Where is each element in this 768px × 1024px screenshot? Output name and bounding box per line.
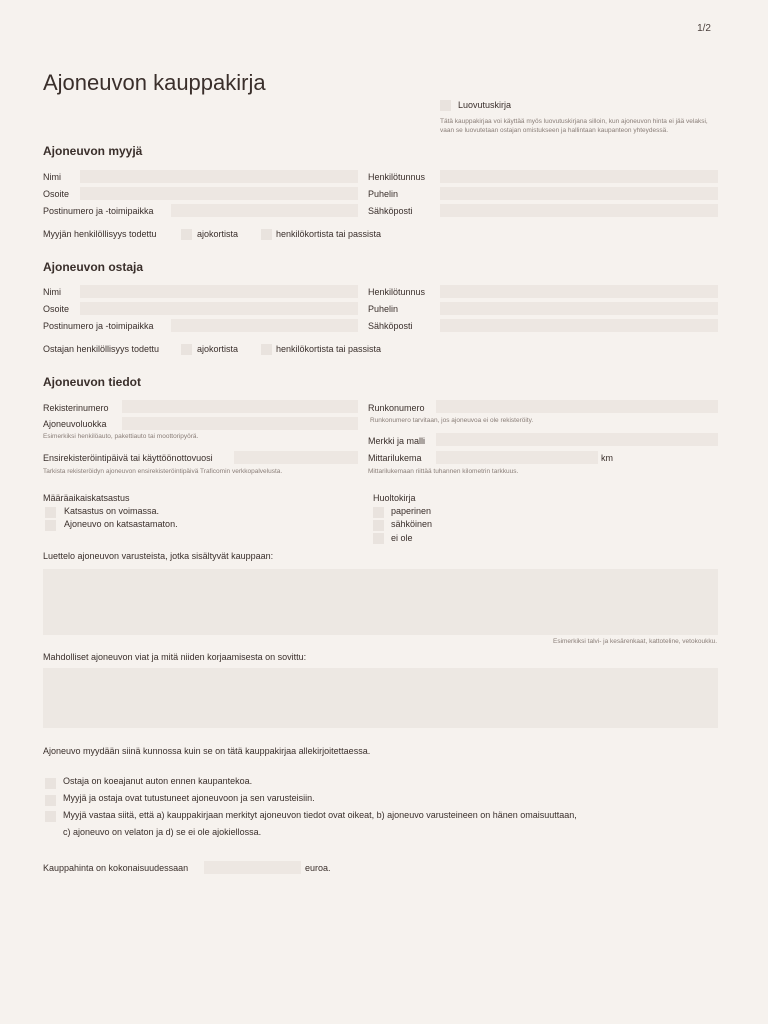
price-unit: euroa. <box>305 863 331 873</box>
inspection-not-checkbox[interactable] <box>45 520 56 531</box>
buyer-idcard-checkbox[interactable] <box>261 344 272 355</box>
seller-email-field[interactable] <box>440 204 718 217</box>
luovutuskirja-label: Luovutuskirja <box>458 100 512 110</box>
vehicle-chassis-hint: Runkonumero tarvitaan, jos ajoneuvoa ei ole rekisteröity. <box>370 417 534 424</box>
vehicle-odometer-hint: Mittarilukemaan riittää tuhannen kilometrin tarkkuus. <box>368 468 519 475</box>
buyer-phone-field[interactable] <box>440 302 718 315</box>
vehicle-odometer-unit: km <box>601 453 613 463</box>
buyer-license-checkbox[interactable] <box>181 344 192 355</box>
inspection-heading: Määräaikaiskatsastus <box>43 493 130 503</box>
seller-postal-field[interactable] <box>171 204 358 217</box>
vehicle-class-label: Ajoneuvoluokka <box>43 419 107 429</box>
page-title: Ajoneuvon kauppakirja <box>43 70 266 95</box>
seller-responsible-line1: Myyjä vastaa siitä, että a) kauppakirjaan merkityt ajoneuvon tiedot ovat oikeat, b) ajoneuvo varusteineen on hänen omaisuuttaan, <box>63 810 577 820</box>
defects-label: Mahdolliset ajoneuvon viat ja mitä niiden korjaamisesta on sovittu: <box>43 652 307 662</box>
buyer-heading: Ajoneuvon ostaja <box>43 260 144 274</box>
equipment-label: Luettelo ajoneuvon varusteista, jotka sisältyvät kauppaan: <box>43 551 274 561</box>
vehicle-firstreg-label: Ensirekisteröintipäivä tai käyttöönottovuosi <box>43 453 213 463</box>
buyer-idcard-label: henkilökortista tai passista <box>276 344 382 354</box>
service-none-checkbox[interactable] <box>373 533 384 544</box>
seller-verified-label: Myyjän henkilöllisyys todettu <box>43 229 157 239</box>
buyer-address-label: Osoite <box>43 304 70 314</box>
inspection-not-label: Ajoneuvo on katsastamaton. <box>64 519 178 529</box>
inspection-valid-label: Katsastus on voimassa. <box>64 506 160 516</box>
vehicle-make-label: Merkki ja malli <box>368 436 426 446</box>
vehicle-odometer-field[interactable] <box>436 451 598 464</box>
seller-license-checkbox[interactable] <box>181 229 192 240</box>
buyer-id-field[interactable] <box>440 285 718 298</box>
vehicle-chassis-label: Runkonumero <box>368 403 425 413</box>
buyer-id-label: Henkilötunnus <box>368 287 426 297</box>
vehicle-reg-field[interactable] <box>122 400 358 413</box>
test-drive-label: Ostaja on koeajanut auton ennen kaupantekoa. <box>63 776 253 786</box>
equipment-hint: Esimerkiksi talvi- ja kesärenkaat, kattoteline, vetokoukku. <box>552 638 717 645</box>
buyer-postal-field[interactable] <box>171 319 358 332</box>
vehicle-make-field[interactable] <box>436 433 718 446</box>
vehicle-heading: Ajoneuvon tiedot <box>43 375 141 389</box>
condition-statement: Ajoneuvo myydään siinä kunnossa kuin se on tätä kauppakirjaa allekirjoitettaessa. <box>43 746 371 756</box>
seller-license-label: ajokortista <box>197 229 239 239</box>
buyer-verified-label: Ostajan henkilöllisyys todettu <box>43 344 160 354</box>
seller-name-label: Nimi <box>43 172 61 182</box>
seller-responsible-checkbox[interactable] <box>45 811 56 822</box>
buyer-phone-label: Puhelin <box>368 304 399 314</box>
seller-name-field[interactable] <box>80 170 358 183</box>
vehicle-odometer-label: Mittarilukema <box>368 453 422 463</box>
seller-phone-label: Puhelin <box>368 189 399 199</box>
price-field[interactable] <box>204 861 301 874</box>
vehicle-class-hint: Esimerkiksi henkilöauto, pakettiauto tai moottoripyörä. <box>43 433 199 440</box>
luovutuskirja-note: Tätä kauppakirjaa voi käyttää myös luovutuskirjana silloin, kun ajoneuvon hinta ei jää velaksi, vaan se luovutetaan ostajan omistukseen ja hallintaan kaupanteon yhteydessä. <box>440 118 708 134</box>
buyer-name-label: Nimi <box>43 287 61 297</box>
buyer-address-field[interactable] <box>80 302 358 315</box>
service-electronic-label: sähköinen <box>391 519 433 529</box>
service-none-label: ei ole <box>391 533 413 543</box>
buyer-postal-label: Postinumero ja -toimipaikka <box>43 321 154 331</box>
vehicle-firstreg-field[interactable] <box>234 451 358 464</box>
vehicle-reg-label: Rekisterinumero <box>43 403 109 413</box>
service-paper-label: paperinen <box>391 506 432 516</box>
inspected-label: Myyjä ja ostaja ovat tutustuneet ajoneuvoon ja sen varusteisiin. <box>63 793 315 803</box>
service-paper-checkbox[interactable] <box>373 507 384 518</box>
service-heading: Huoltokirja <box>373 493 416 503</box>
seller-address-field[interactable] <box>80 187 358 200</box>
vehicle-class-field[interactable] <box>122 417 358 430</box>
seller-idcard-checkbox[interactable] <box>261 229 272 240</box>
seller-phone-field[interactable] <box>440 187 718 200</box>
inspected-checkbox[interactable] <box>45 795 56 806</box>
seller-address-label: Osoite <box>43 189 70 199</box>
buyer-email-field[interactable] <box>440 319 718 332</box>
vehicle-firstreg-hint: Tarkista rekisteröidyn ajoneuvon ensirekisteröintipäivä Traficomin verkkopalvelusta. <box>43 468 283 475</box>
test-drive-checkbox[interactable] <box>45 778 56 789</box>
vehicle-chassis-field[interactable] <box>436 400 718 413</box>
seller-id-label: Henkilötunnus <box>368 172 426 182</box>
seller-postal-label: Postinumero ja -toimipaikka <box>43 206 154 216</box>
luovutuskirja-checkbox[interactable] <box>440 100 451 111</box>
buyer-name-field[interactable] <box>80 285 358 298</box>
buyer-email-label: Sähköposti <box>368 321 413 331</box>
seller-heading: Ajoneuvon myyjä <box>43 144 143 158</box>
page-number: 1/2 <box>697 23 711 34</box>
seller-id-field[interactable] <box>440 170 718 183</box>
buyer-license-label: ajokortista <box>197 344 239 354</box>
seller-responsible-line2: c) ajoneuvo on velaton ja d) se ei ole ajokiellossa. <box>63 827 262 837</box>
seller-idcard-label: henkilökortista tai passista <box>276 229 382 239</box>
equipment-textarea[interactable] <box>43 569 718 635</box>
service-electronic-checkbox[interactable] <box>373 520 384 531</box>
inspection-valid-checkbox[interactable] <box>45 507 56 518</box>
seller-email-label: Sähköposti <box>368 206 413 216</box>
price-label: Kauppahinta on kokonaisuudessaan <box>43 863 189 873</box>
defects-textarea[interactable] <box>43 668 718 728</box>
